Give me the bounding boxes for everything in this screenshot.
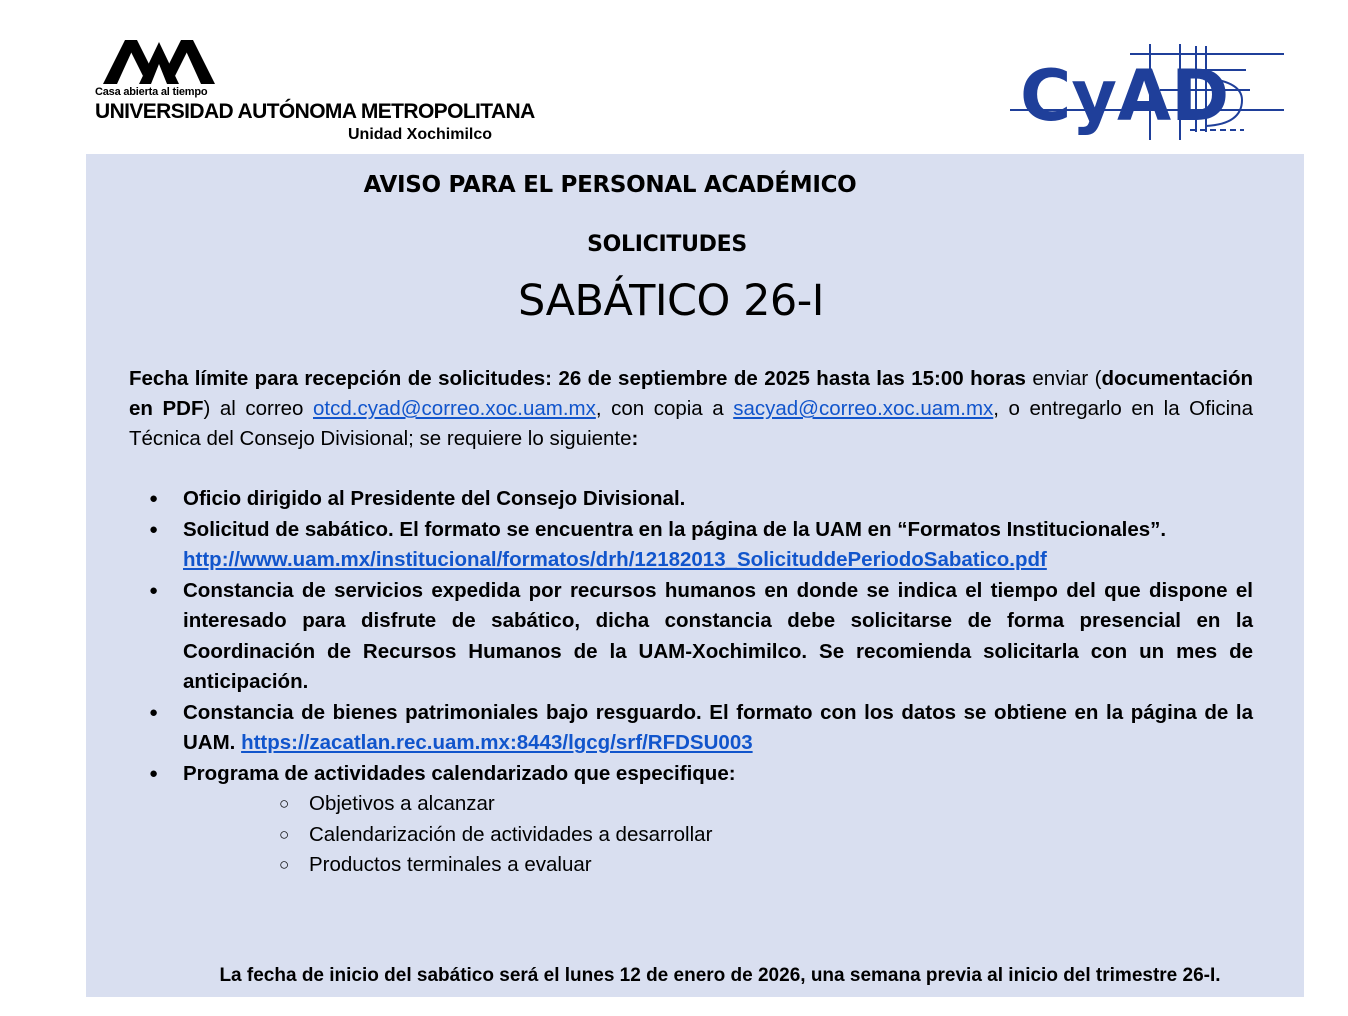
uam-logo [95,36,535,148]
cyad-logo [1010,40,1290,146]
footer-note: La fecha de inicio del sabático será el lunes 12 de enero de 2026, una semana previa al inicio del trimestre 26-I. [219,965,1221,986]
closing-text: , o entregarlo en la Oficina Técnica del Consejo Divisional; se requiere lo siguiente [129,397,1253,450]
notice-subtitle: SOLICITUDES [587,232,747,257]
sublist-item: ○ Objetivos a alcanzar [183,789,1253,820]
notice-heading: SABÁTICO 26-I [518,276,824,326]
closing-colon: : [631,427,639,450]
uam-name: UNIVERSIDAD AUTÓNOMA METROPOLITANA [95,100,535,123]
send-text: enviar ( [1025,367,1102,390]
requirement-text: Solicitud de sabático. El formato se encuentra en la página de la UAM en “Formatos Institucionales”. [183,517,1167,541]
uam-emblem-icon [103,36,215,86]
requirement-text: Constancia de servicios expedida por recursos humanos en donde se indica el tiempo del que dispone el interesado para disfrute de sabático, dicha constancia debe solicitarse de forma presencial en la Coordinación de Recursos Humanos de la UAM-Xochimilco. Se recomienda solicitarla con un mes de anticipación. [183,578,1253,693]
uam-unit: Unidad Xochimilco [348,126,493,143]
mail-text: ) al correo [203,397,313,420]
intro-paragraph [129,364,1253,454]
list-item [129,515,1253,576]
email-primary-link[interactable]: otcd.cyad@correo.xoc.uam.mx [313,397,596,420]
copy-text: , con copia a [595,397,734,420]
sublist-item: ○ Productos terminales a evaluar [183,850,1253,881]
email-copy-link[interactable]: sacyad@correo.xoc.uam.mx [733,397,994,420]
requirements-list [129,484,1253,881]
list-item [129,576,1253,698]
uam-tagline: Casa abierta al tiempo [95,86,208,98]
requirement-text: Oficio dirigido al Presidente del Consejo Divisional. [183,487,686,510]
list-item [129,759,1253,881]
assets-form-link[interactable]: https://zacatlan.rec.uam.mx:8443/lgcg/srf/RFDSU003 [241,731,753,754]
list-item [129,698,1253,759]
requirement-text: Programa de actividades calendarizado que especifique: [183,761,736,785]
list-item [129,484,1253,515]
doc-format-text: documentación en PDF [129,367,1253,420]
notice-title: AVISO PARA EL PERSONAL ACADÉMICO [363,172,857,198]
sublist-item: ○ Calendarización de actividades a desarrollar [183,820,1253,851]
activity-sublist [183,789,1253,881]
requirement-text: Constancia de bienes patrimoniales bajo resguardo. El formato con los datos se obtiene en la página de la UAM. [183,700,1253,754]
deadline-text: Fecha límite para recepción de solicitudes: 26 de septiembre de 2025 hasta las 15:00 horas [129,367,1026,390]
sabbatical-form-link[interactable]: http://www.uam.mx/institucional/formatos/drh/12182013_SolicituddePeriodoSabatico.pdf [183,548,1047,571]
notice-panel [86,154,1304,997]
cyad-logo-text: CyAD [1020,55,1230,137]
